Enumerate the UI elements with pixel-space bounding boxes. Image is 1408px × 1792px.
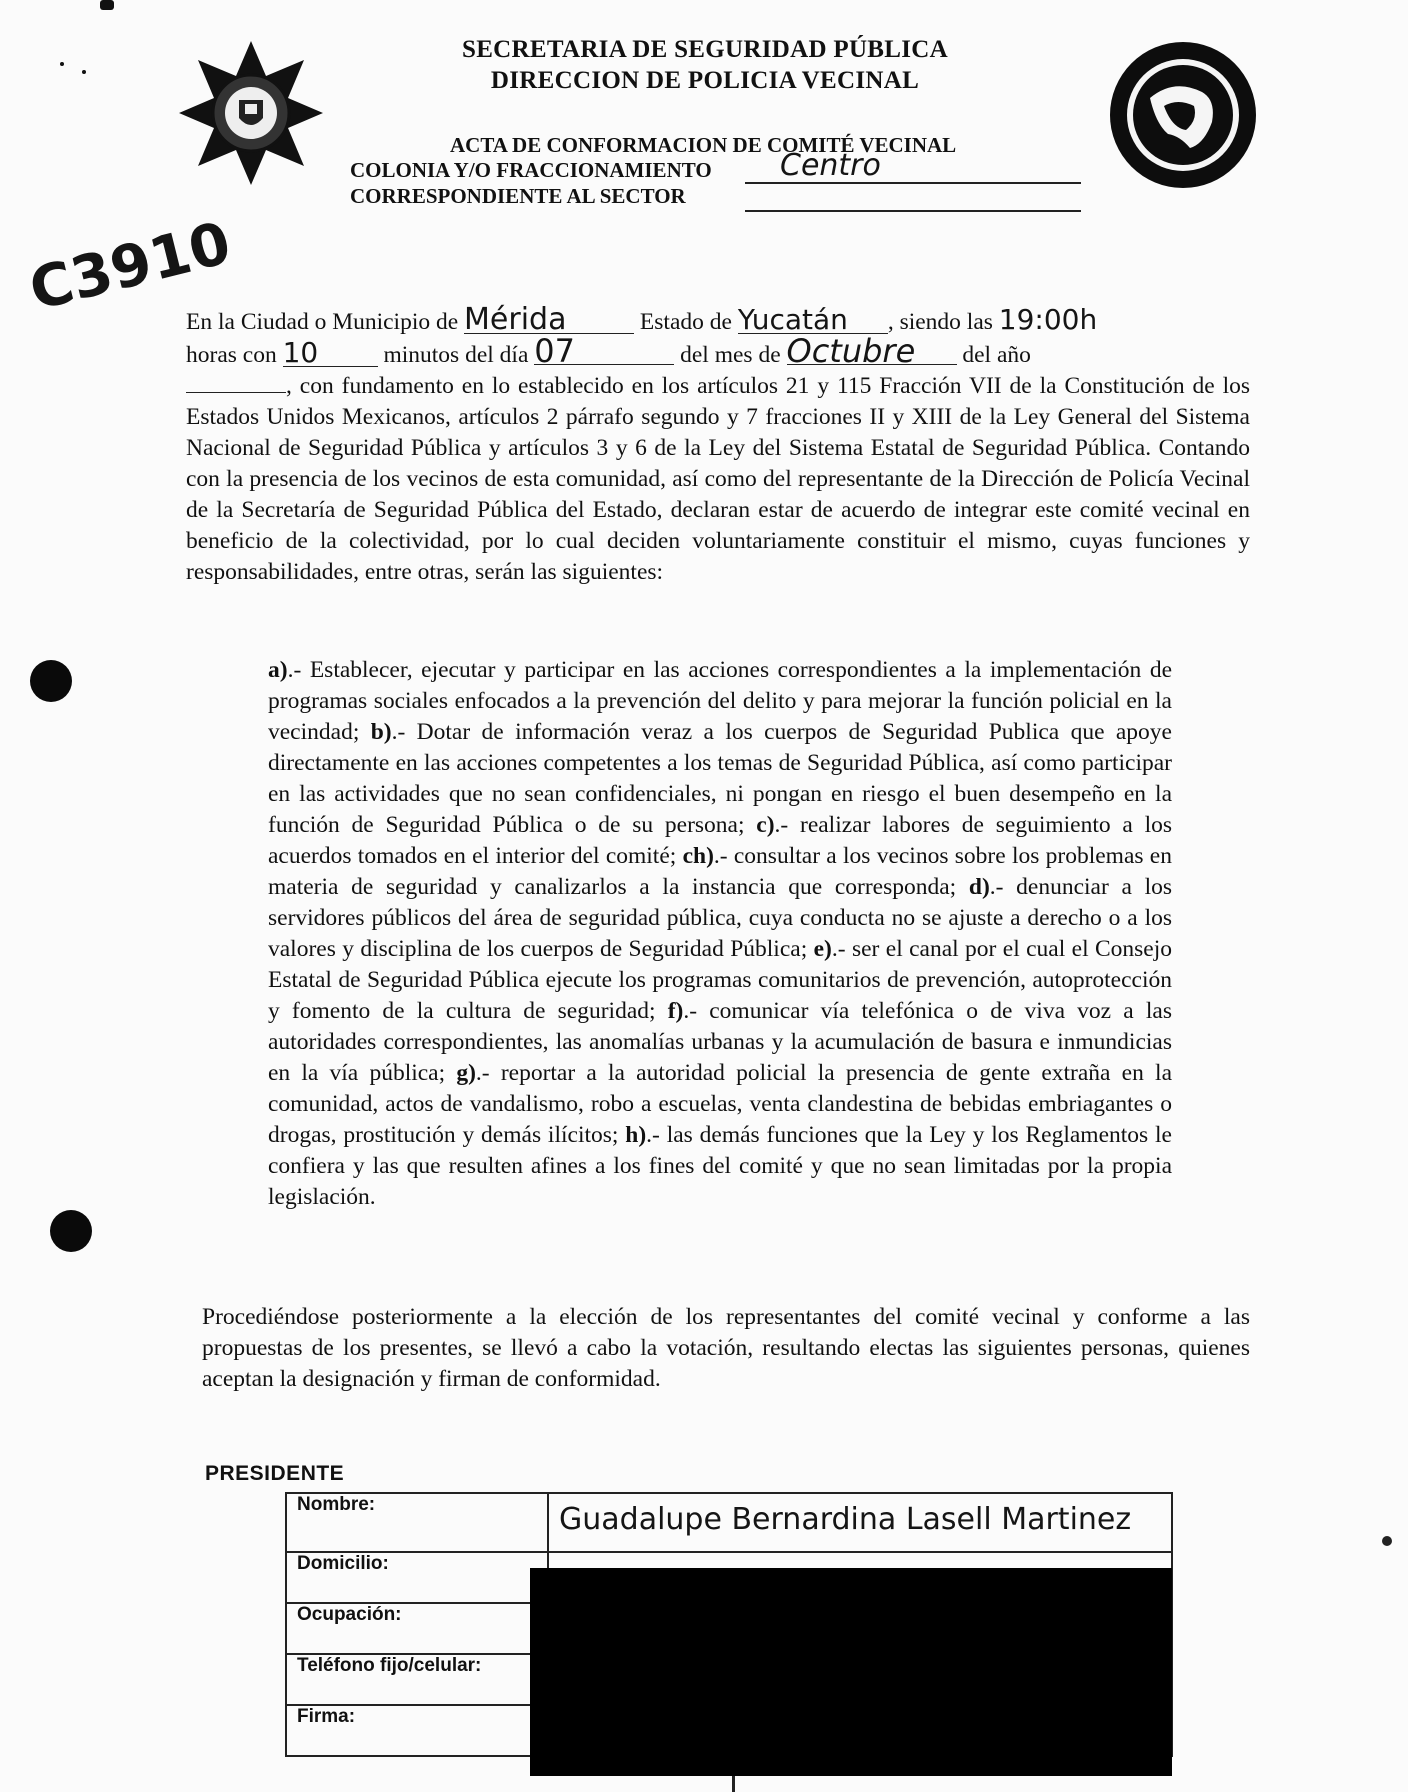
punch-hole — [30, 660, 72, 702]
nombre-label: Nombre: — [286, 1493, 548, 1552]
year-blank — [186, 391, 286, 393]
nombre-value: Guadalupe Bernardina Lasell Martinez — [548, 1493, 1172, 1552]
department-name: DIRECCION DE POLICIA VECINAL — [490, 67, 920, 94]
telefono-label: Teléfono fijo/celular: — [286, 1654, 548, 1705]
hora-value: 19:00h — [998, 303, 1098, 336]
estado-value: Yucatán — [738, 307, 888, 334]
agency-name: SECRETARIA DE SEGURIDAD PÚBLICA — [461, 36, 948, 63]
ocupacion-label: Ocupación: — [286, 1603, 548, 1654]
scan-mark — [60, 62, 64, 66]
acta-title: ACTA DE CONFORMACION DE COMITÉ VECINAL — [450, 133, 957, 157]
sector-label: CORRESPONDIENTE AL SECTOR — [350, 184, 686, 208]
table-row — [286, 1493, 1172, 1552]
punch-hole — [50, 1210, 92, 1252]
sector-line — [745, 210, 1081, 212]
functions-list: a).- Establecer, ejecutar y participar en las acciones correspondientes a la implementación de programas sociales enfocados a la prevención del delito y para mejorar la función policial en la vecindad; b).- Dotar de información veraz a los cuerpos de Seguridad Publica que apoye directamente en las acciones competentes a los temas de Seguridad Pública, así como participar en las actividades que no sean confidenciales, ni pongan en riesgo el buen desempeño en la función de Seguridad Pública o de su persona; c).- realizar labores de seguimiento a los acuerdos tomados en el interior del comité; ch).- consultar a los vecinos sobre los problemas en materia de seguridad y canalizarlos a la instancia que corresponda; d).- denunciar a los servidores públicos del área de seguridad pública, cuya conducta no se ajuste a derecho o a los valores y disciplina de los cuerpos de Seguridad Pública; e).- ser el canal por el cual el Consejo Estatal de Seguridad Pública ejecute los programas comunitarios de prevención, autoprotección y fomento de la cultura de seguridad; f).- comunicar vía telefónica o de viva voz a las autoridades correspondientes, las anomalías urbanas y la acumulación de basura e inmundicias en la vía pública; g).- reportar a la autoridad policial la presencia de gente extraña en la comunidad, actos de vandalismo, robo a escuelas, venta clandestina de bebidas embriagantes o drogas, prostitución y demás ilícitos; h).- las demás funciones que la Ley y los Reglamentos le confiera y las que resulten afines a los fines del comité y que no sean limitadas por la propia legislación. — [268, 657, 1173, 1210]
firma-label: Firma: — [286, 1705, 548, 1756]
police-star-logo — [176, 38, 326, 188]
scan-mark — [732, 1776, 735, 1792]
minutos-value: 10 — [283, 340, 378, 367]
scan-mark — [1382, 1536, 1392, 1546]
president-heading: PRESIDENTE — [205, 1462, 345, 1485]
dia-value: 07 — [534, 338, 674, 365]
scan-mark — [100, 0, 114, 10]
scan-mark — [82, 70, 86, 74]
domicilio-label: Domicilio: — [286, 1552, 548, 1603]
election-paragraph: Procediéndose posteriormente a la elección de los representantes del comité vecinal y conforme a las propuestas de los presentes, se llevó a cabo la votación, resultando electas las siguientes personas, quienes aceptan la designación y firman de conformidad. — [202, 1304, 1250, 1392]
colonia-value: Centro — [780, 148, 881, 183]
intro-paragraph: En la Ciudad o Municipio de Mérida Estado de Yucatán , siendo las 19:00h horas con 10 minutos del día 07 del mes de Octubre del año , con fundamento en lo establecido en los artículos 21 y 115 Fracción VII de la Constitución de los Estados Unidos Mexicanos, artículos 2 párrafo segundo y 7 fracciones II y XIII de la Ley General del Sistema Nacional de Seguridad Pública y artículos 3 y 6 de la Ley del Sistema Estatal de Seguridad Pública. Contando con la presencia de los vecinos de esta comunidad, así como del representante de la Dirección de Policía Vecinal de la Secretaría de Seguridad Pública del Estado, declaran estar de acuerdo de integrar este comité vecinal en beneficio de la colectividad, por lo cual deciden voluntariamente constituir el mismo, cuyas funciones y responsabilidades, entre otras, serán las siguientes: — [186, 302, 1250, 585]
handwritten-code: C3910 — [22, 208, 238, 324]
redaction-block — [530, 1568, 1172, 1776]
colonia-label: COLONIA Y/O FRACCIONAMIENTO — [350, 158, 712, 182]
policia-vecinal-logo — [1108, 40, 1258, 190]
mes-value: Octubre — [787, 338, 957, 365]
municipio-value: Mérida — [464, 307, 634, 334]
